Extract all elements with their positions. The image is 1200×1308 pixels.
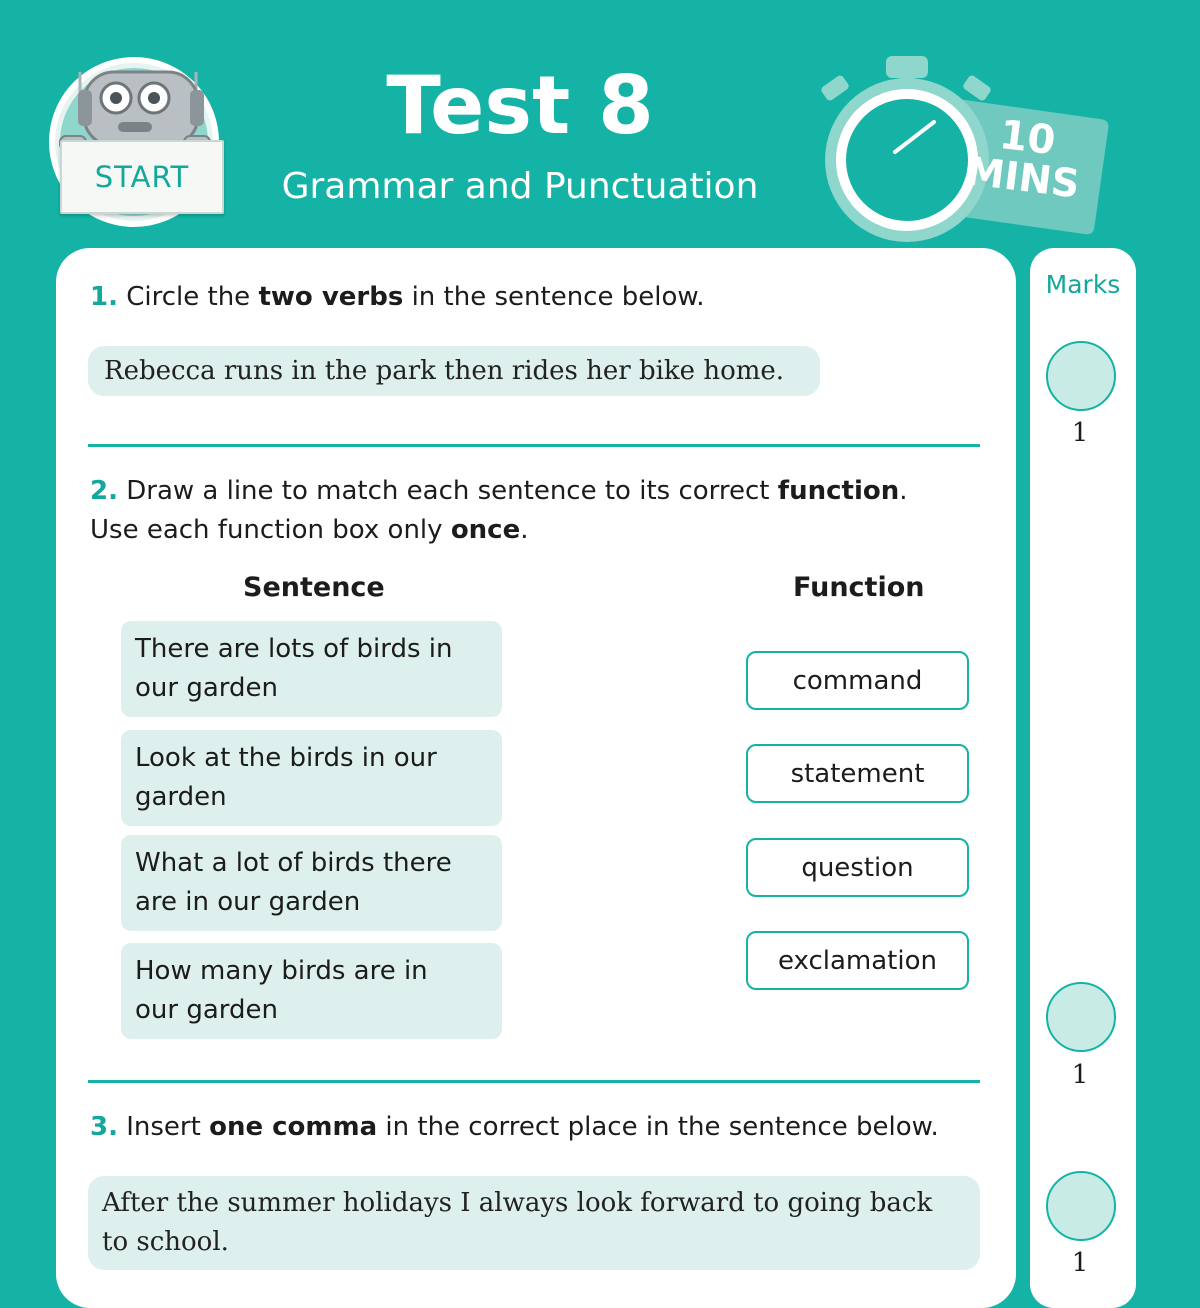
marks-column [1030,248,1136,1308]
divider [88,444,980,447]
sentence-box-1[interactable]: There are lots of birds in our garden [121,621,502,717]
timer-unit: MINS [963,148,1082,208]
question-1-sentence[interactable]: Rebecca runs in the park then rides her bike home. [88,346,820,396]
start-sign: START [60,140,224,214]
mark-circle-q2[interactable] [1046,982,1116,1052]
question-2-prompt: 2. Draw a line to match each sentence to its correct function. Use each function box only once. [90,476,908,545]
question-1-prompt: 1. Circle the two verbs in the sentence below. [90,282,705,312]
function-box-command[interactable]: command [746,651,969,710]
mark-value-q2: 1 [1071,1060,1089,1090]
mark-circle-q3[interactable] [1046,1171,1116,1241]
sentence-column-header: Sentence [243,572,385,603]
function-column-header: Function [793,572,925,603]
question-3-prompt: 3. Insert one comma in the correct place in the sentence below. [90,1112,939,1142]
question-number: 2. [90,476,118,506]
timer-number: 10 [997,111,1058,165]
function-box-question[interactable]: question [746,838,969,897]
question-number: 1. [90,282,118,312]
divider [88,1080,980,1083]
mark-circle-q1[interactable] [1046,341,1116,411]
sentence-box-3[interactable]: What a lot of birds there are in our garden [121,835,502,931]
mark-value-q3: 1 [1071,1248,1089,1278]
page-subtitle: Grammar and Punctuation [281,166,759,207]
function-box-statement[interactable]: statement [746,744,969,803]
marks-title: Marks [1045,270,1121,299]
sentence-box-2[interactable]: Look at the birds in our garden [121,730,502,826]
timer-label [951,110,1100,207]
page-title: Test 8 [386,59,654,152]
mark-value-q1: 1 [1071,418,1089,448]
question-number: 3. [90,1112,118,1142]
question-3-sentence[interactable]: After the summer holidays I always look forward to going back to school. [88,1176,980,1270]
function-box-exclamation[interactable]: exclamation [746,931,969,990]
sentence-box-4[interactable]: How many birds are in our garden [121,943,502,1039]
